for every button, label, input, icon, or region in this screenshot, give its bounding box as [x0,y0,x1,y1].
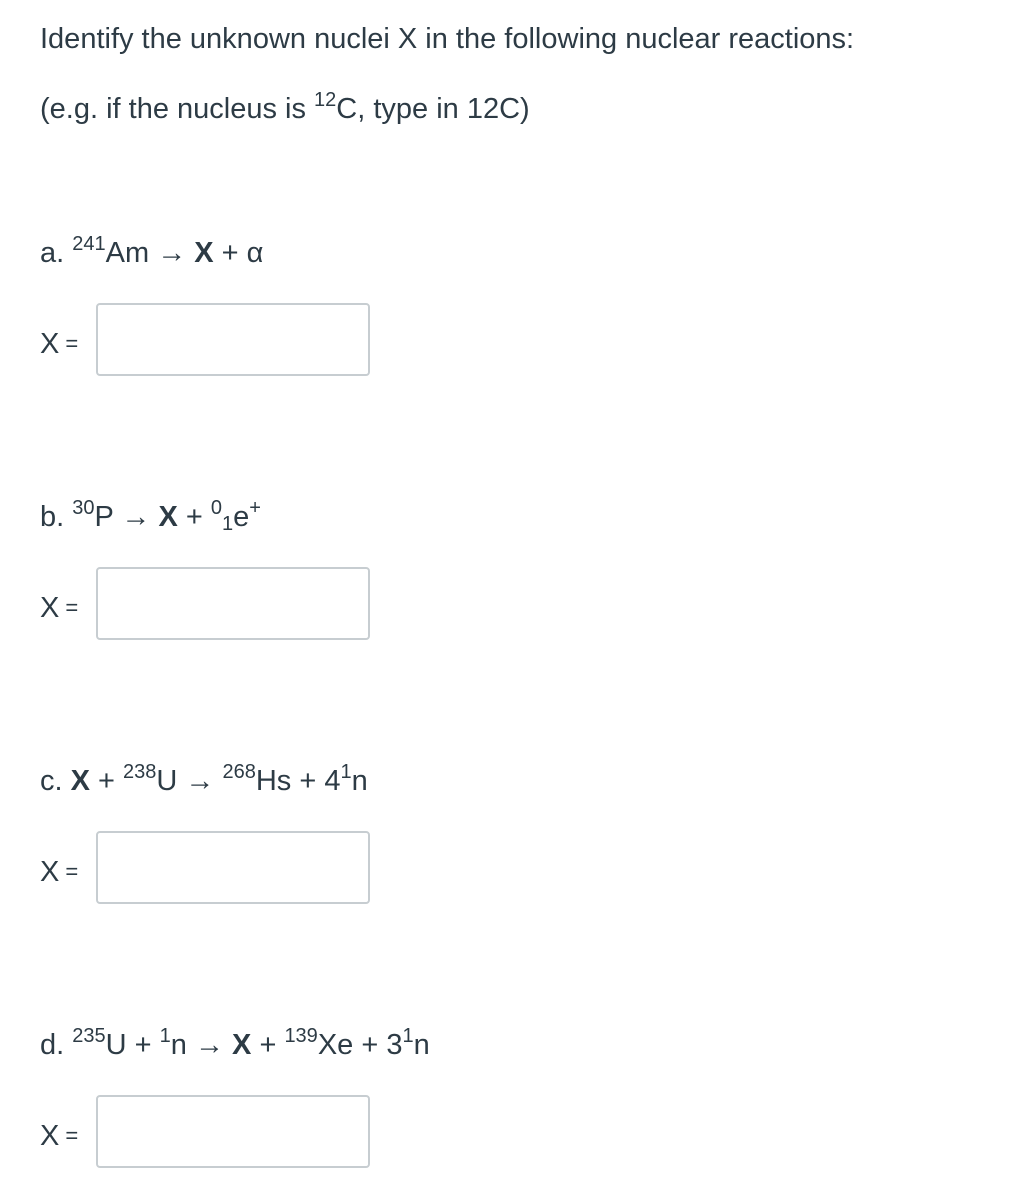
neutron-count: 4 [324,765,341,797]
plus-sign: + [361,1029,379,1061]
answer-input-a[interactable] [96,303,370,376]
plus-sign: + [299,765,317,797]
neutron-count: 3 [386,1029,403,1061]
reaction-c [40,761,368,797]
arrow-icon: → [157,237,187,269]
instructions-text: Identify the unknown nuclei X in the following nuclear reactions: [40,23,855,55]
answer-label-a [40,330,78,359]
positron-symbol: e [233,501,250,533]
alpha-symbol: α [246,237,264,269]
example-hint-prefix: (e.g. if the nucleus is [40,93,315,125]
positron-sign: + [249,497,261,519]
mass-number: 241 [72,233,106,255]
positron-mass: 0 [210,497,222,519]
neutron-symbol: n [170,1029,187,1061]
reaction-a [40,233,264,269]
neutron-symbol: n [413,1029,430,1061]
plus-sign: + [259,1029,277,1061]
instructions [40,25,854,54]
question-letter: c. [40,765,63,797]
example-symbol: C [336,93,358,125]
element-symbol: Hs [255,765,292,797]
neutron-mass: 1 [340,761,352,783]
answer-x: X [40,1120,60,1152]
answer-x: X [40,592,60,624]
plus-sign: + [98,765,115,797]
reaction-b [40,497,261,535]
example-mass-number: 12 [314,89,337,111]
mass-number: 268 [222,761,256,783]
equals-sign: = [65,859,79,884]
element-symbol: U [156,765,178,797]
mass-number: 238 [123,761,157,783]
question-letter: b. [40,501,65,533]
example-hint-suffix: , type in 12C) [357,93,530,125]
answer-input-b[interactable] [96,567,370,640]
equals-sign: = [65,331,79,356]
answer-label-c [40,858,78,887]
element-symbol: Am [105,237,150,269]
mass-number: 139 [284,1025,318,1047]
answer-x: X [40,856,60,888]
question-letter: d. [40,1029,65,1061]
arrow-icon: → [185,765,215,797]
positron-charge: 1 [221,513,234,535]
plus-sign: + [134,1029,152,1061]
neutron-mass: 1 [402,1025,414,1047]
element-symbol: U [105,1029,127,1061]
neutron-symbol: n [351,765,368,797]
element-symbol: P [94,501,114,533]
equals-sign: = [65,595,79,620]
answer-x: X [40,328,60,360]
plus-sign: + [185,501,203,533]
unknown-x: X [194,237,214,269]
element-symbol: Xe [317,1029,354,1061]
equals-sign: = [65,1123,79,1148]
plus-sign: + [221,237,239,269]
mass-number: 235 [72,1025,106,1047]
answer-input-c[interactable] [96,831,370,904]
unknown-x: X [70,765,90,797]
answer-label-b [40,594,78,623]
answer-input-d[interactable] [96,1095,370,1168]
reaction-d [40,1025,430,1061]
mass-number: 30 [72,497,95,519]
neutron-mass: 1 [159,1025,171,1047]
example-hint [40,89,530,125]
arrow-icon: → [194,1029,224,1061]
unknown-x: X [158,501,178,533]
answer-label-d [40,1122,78,1151]
unknown-x: X [232,1029,252,1061]
arrow-icon: → [121,501,151,533]
question-letter: a. [40,237,65,269]
